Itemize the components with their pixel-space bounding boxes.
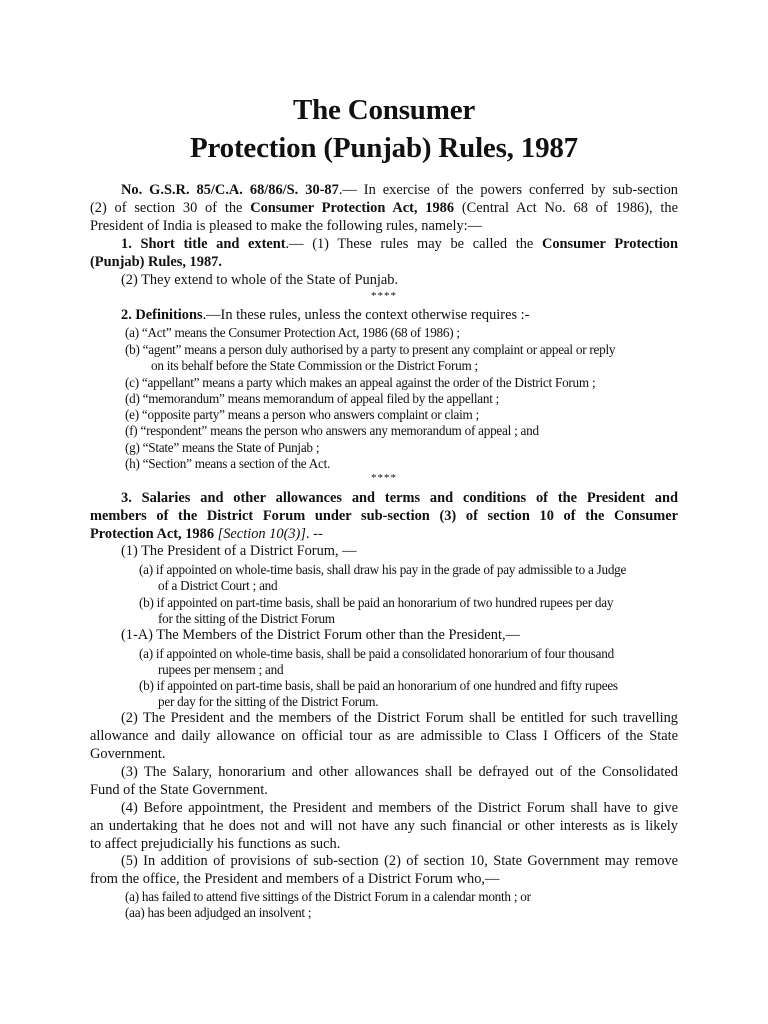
preamble-text: (2) of section 30 of the [90,200,251,216]
section-separator: **** [371,472,397,484]
rule-3-clause: (a) if appointed on whole-time basis, shall draw his pay in the grade of pay admissible to a Judge [139,562,627,577]
act-name: Consumer Protection Act, 1986 [250,200,455,216]
document-title-line-2: Protection (Punjab) Rules, 1987 [190,132,578,164]
rule-2-text: .—In these rules, unless the context otherwise requires :- [202,307,530,323]
notification-number: No. G.S.R. 85/C.A. 68/86/S. 30-87 [121,182,339,198]
rule-3-subrule-2-line-3: Government. [90,746,166,762]
preamble-line-1 [121,182,678,199]
rule-3-clause: (a) if appointed on whole-time basis, shall be paid a consolidated honorarium of four thousand [139,646,614,661]
rule-3-clause: (b) if appointed on part-time basis, shall be paid an honorarium of two hundred rupees per day [139,595,614,610]
rule-3-heading-line-1: 3. Salaries and other allowances and terms and conditions of the President and [121,490,678,506]
rule-3-subrule-3-line-2: Fund of the State Government. [90,782,268,798]
rule-3-text: . -- [305,526,323,542]
rule-1-text: .— (1) These rules may be called the [285,236,542,252]
section-separator: **** [371,290,397,302]
definition-item: (g) “State” means the State of Punjab ; [125,440,320,455]
rule-3-subrule-1: (1) The President of a District Forum, — [121,543,357,559]
rule-2-heading: 2. Definitions [121,307,203,323]
definition-item: (e) “opposite party” means a person who answers complaint or claim ; [125,407,479,422]
rule-3-subrule-2-line-1: (2) The President and the members of the District Forum shall be entitled for such travelling [121,710,678,726]
rule-3-heading-line-3 [90,526,323,543]
rule-1-subrule-2: (2) They extend to whole of the State of Punjab. [121,272,399,288]
rule-3-clause-continued: for the sitting of the District Forum [158,611,335,626]
definition-item: (d) “memorandum” means memorandum of appeal filed by the appellant ; [125,391,500,406]
preamble-line-3: President of India is pleased to make the following rules, namely:— [90,218,483,234]
rule-3-subrule-5-line-2: from the office, the President and members of a District Forum who,— [90,871,500,887]
definition-item: (f) “respondent” means the person who answers any memorandum of appeal ; and [125,423,539,438]
definition-item: (a) “Act” means the Consumer Protection Act, 1986 (68 of 1986) ; [125,325,460,340]
rule-1-title: Consumer Protection [541,236,678,252]
preamble-text: .— In exercise of the powers conferred by sub-section [338,182,678,198]
definition-item: (h) “Section” means a section of the Act. [125,456,331,471]
rule-3-subrule-4-line-3: to affect prejudicially his functions as such. [90,836,341,852]
preamble-line-2 [90,200,678,217]
rule-3-clause: (a) has failed to attend five sittings of the District Forum in a calendar month ; or [125,889,531,904]
rule-2-intro [121,307,529,324]
section-reference: [Section 10(3)] [214,526,306,542]
rule-3-clause-continued: of a District Court ; and [158,578,278,593]
rule-3-subrule-2-line-2: allowance and daily allowance on official tour as are admissible to Class I Officers of the State [90,728,678,744]
rule-3-clause-continued: rupees per mensem ; and [158,662,284,677]
definition-item-continued: on its behalf before the State Commission or the District Forum ; [151,358,478,373]
rule-3-subrule-4-line-2: an undertaking that he does not and will not have any such financial or other interests as is likely [90,818,678,834]
rule-1-line-2: (Punjab) Rules, 1987. [90,254,222,270]
act-name: Protection Act, 1986 [90,526,215,542]
preamble-text: (Central Act No. 68 of 1986), the [454,200,678,216]
rule-1-heading: 1. Short title and extent [121,236,286,252]
rule-3-heading-line-2: members of the District Forum under sub-section (3) of section 10 of the Consumer [90,508,678,524]
rule-3-clause-continued: per day for the sitting of the District Forum. [158,694,379,709]
document-title-line-1: The Consumer [292,94,476,126]
rule-3-subrule-4-line-1: (4) Before appointment, the President and members of the District Forum shall have to give [121,800,678,816]
rule-1-line-1 [121,236,678,253]
rule-3-subrule-5-line-1: (5) In addition of provisions of sub-section (2) of section 10, State Government may remove [121,853,678,869]
rule-3-subrule-1a: (1-A) The Members of the District Forum other than the President,— [121,627,520,643]
rule-3-subrule-3-line-1: (3) The Salary, honorarium and other allowances shall be defrayed out of the Consolidated [121,764,678,780]
rule-3-clause: (b) if appointed on part-time basis, shall be paid an honorarium of one hundred and fifty rupees [139,678,618,693]
definition-item: (b) “agent” means a person duly authorised by a party to present any complaint or appeal or reply [125,342,616,357]
rule-3-clause: (aa) has been adjudged an insolvent ; [125,905,312,920]
definition-item: (c) “appellant” means a party which makes an appeal against the order of the District Forum ; [125,375,596,390]
